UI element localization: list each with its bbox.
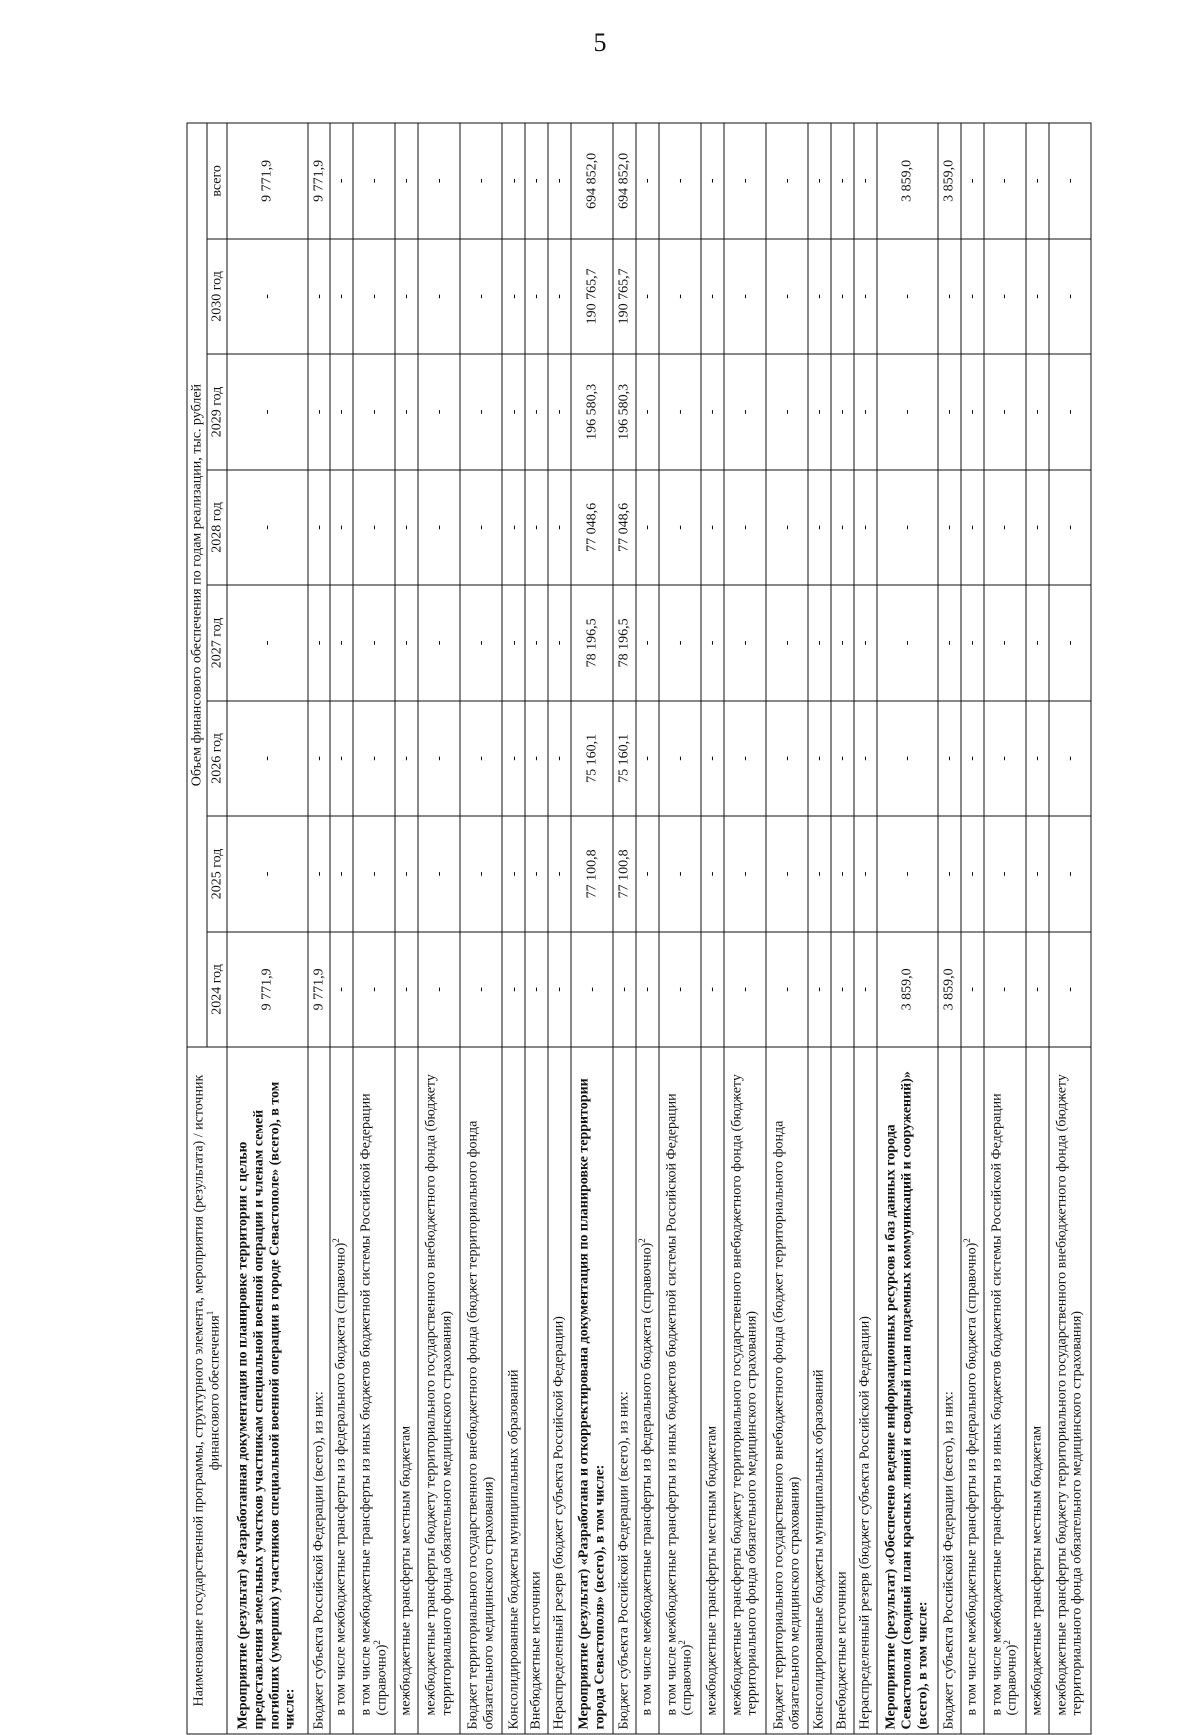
row-value: - bbox=[227, 585, 308, 701]
row-value: - bbox=[353, 932, 395, 1048]
row-value: - bbox=[227, 239, 308, 355]
row-value: - bbox=[502, 239, 525, 355]
row-value: - bbox=[330, 470, 353, 586]
row-value: 77 048,6 bbox=[571, 470, 613, 586]
header-year: 2026 год bbox=[207, 701, 227, 817]
row-value: - bbox=[418, 239, 460, 355]
row-value: - bbox=[636, 816, 659, 932]
row-value: - bbox=[460, 932, 502, 1048]
row-value: - bbox=[548, 123, 571, 239]
row-value: 75 160,1 bbox=[613, 701, 636, 817]
row-value: - bbox=[418, 932, 460, 1048]
table-row bbox=[724, 123, 766, 1734]
row-value: - bbox=[724, 932, 766, 1048]
row-value: 78 196,5 bbox=[613, 585, 636, 701]
row-value: - bbox=[330, 123, 353, 239]
row-label: Мероприятие (результат) «Разработана и откорректирована документация по планировке территории города Севастополя» (всего), в том числе: bbox=[571, 1047, 613, 1734]
row-value: - bbox=[502, 585, 525, 701]
row-value: - bbox=[854, 470, 877, 586]
row-value: - bbox=[659, 816, 701, 932]
row-value: - bbox=[877, 470, 938, 586]
row-value: - bbox=[701, 239, 724, 355]
table-row bbox=[571, 123, 613, 1734]
row-value: - bbox=[831, 123, 854, 239]
row-value: - bbox=[659, 701, 701, 817]
row-value: - bbox=[548, 816, 571, 932]
row-value: - bbox=[330, 932, 353, 1048]
row-value: - bbox=[395, 470, 418, 586]
row-label: Внебюджетные источники bbox=[831, 1047, 854, 1734]
row-value: - bbox=[808, 932, 831, 1048]
table-row bbox=[418, 123, 460, 1734]
row-label: межбюджетные трансферты местным бюджетам bbox=[701, 1047, 724, 1734]
row-value: - bbox=[502, 354, 525, 470]
row-value: - bbox=[525, 354, 548, 470]
row-value: 190 765,7 bbox=[613, 239, 636, 355]
table-row bbox=[1049, 123, 1091, 1734]
row-value: - bbox=[548, 354, 571, 470]
row-value: - bbox=[525, 816, 548, 932]
row-value: - bbox=[525, 932, 548, 1048]
row-value: - bbox=[1026, 816, 1049, 932]
table-row bbox=[938, 123, 961, 1734]
row-label: Внебюджетные источники bbox=[525, 1047, 548, 1734]
row-value: - bbox=[571, 932, 613, 1048]
row-label: Бюджет субъекта Российской Федерации (всего), из них: bbox=[613, 1047, 636, 1734]
header-year: всего bbox=[207, 123, 227, 239]
row-value: - bbox=[502, 932, 525, 1048]
row-value: - bbox=[330, 354, 353, 470]
row-value: - bbox=[659, 585, 701, 701]
row-value: 3 859,0 bbox=[877, 123, 938, 239]
row-value: - bbox=[766, 932, 808, 1048]
table-row bbox=[984, 123, 1026, 1734]
row-value: - bbox=[831, 585, 854, 701]
row-value: - bbox=[724, 585, 766, 701]
row-value: - bbox=[502, 701, 525, 817]
row-value: - bbox=[938, 816, 961, 932]
row-value: 78 196,5 bbox=[571, 585, 613, 701]
row-value: - bbox=[877, 585, 938, 701]
row-label: Бюджет территориального государственного внебюджетного фонда (бюджет территориального фонда обязательного медицинского страхования) bbox=[766, 1047, 808, 1734]
row-value: - bbox=[984, 123, 1026, 239]
row-value: 77 048,6 bbox=[613, 470, 636, 586]
row-value: - bbox=[1026, 932, 1049, 1048]
row-label: Консолидированные бюджеты муниципальных образований bbox=[808, 1047, 831, 1734]
row-value: - bbox=[984, 585, 1026, 701]
row-value: - bbox=[525, 470, 548, 586]
row-value: - bbox=[766, 816, 808, 932]
row-label: межбюджетные трансферты местным бюджетам bbox=[1026, 1047, 1049, 1734]
row-label: межбюджетные трансферты бюджету территориального государственного внебюджетного фонда (бюджету территориального фонда обязательного медицинского страхования) bbox=[1049, 1047, 1091, 1734]
row-value: - bbox=[330, 585, 353, 701]
row-value: - bbox=[525, 239, 548, 355]
row-value: - bbox=[636, 123, 659, 239]
row-value: - bbox=[353, 816, 395, 932]
row-value: - bbox=[659, 239, 701, 355]
table-row bbox=[502, 123, 525, 1734]
row-value: - bbox=[766, 470, 808, 586]
row-value: - bbox=[808, 585, 831, 701]
row-value: - bbox=[308, 585, 331, 701]
row-value: - bbox=[854, 585, 877, 701]
row-value: - bbox=[1049, 701, 1091, 817]
row-value: - bbox=[831, 701, 854, 817]
row-value: - bbox=[418, 701, 460, 817]
row-value: 9 771,9 bbox=[227, 932, 308, 1048]
table-row bbox=[353, 123, 395, 1734]
table-row bbox=[308, 123, 331, 1734]
row-value: - bbox=[395, 123, 418, 239]
row-value: - bbox=[1026, 585, 1049, 701]
row-value: - bbox=[808, 701, 831, 817]
row-value: - bbox=[418, 354, 460, 470]
row-label: Бюджет субъекта Российской Федерации (всего), из них: bbox=[308, 1047, 331, 1734]
row-value: - bbox=[831, 354, 854, 470]
row-value: - bbox=[418, 470, 460, 586]
row-value: - bbox=[308, 701, 331, 817]
row-value: - bbox=[548, 701, 571, 817]
table-row bbox=[525, 123, 548, 1734]
row-value: - bbox=[724, 816, 766, 932]
table-row bbox=[636, 123, 659, 1734]
row-value: - bbox=[1049, 932, 1091, 1048]
row-value: - bbox=[613, 932, 636, 1048]
row-value: - bbox=[460, 239, 502, 355]
row-value: - bbox=[353, 354, 395, 470]
row-value: - bbox=[227, 354, 308, 470]
row-value: - bbox=[659, 932, 701, 1048]
row-value: - bbox=[854, 701, 877, 817]
row-value: - bbox=[1049, 585, 1091, 701]
row-value: - bbox=[938, 470, 961, 586]
row-value: - bbox=[877, 239, 938, 355]
row-value: - bbox=[877, 701, 938, 817]
table-row bbox=[877, 123, 938, 1734]
row-value: - bbox=[353, 585, 395, 701]
row-value: - bbox=[808, 816, 831, 932]
row-value: 3 859,0 bbox=[938, 932, 961, 1048]
row-value: - bbox=[854, 354, 877, 470]
row-value: - bbox=[636, 932, 659, 1048]
table-row bbox=[395, 123, 418, 1734]
table-row bbox=[766, 123, 808, 1734]
row-value: - bbox=[961, 354, 984, 470]
header-name-column: Наименование государственной программы, структурного элемента, мероприятия (результата) / источник финансового обеспечения$^1$ bbox=[187, 1047, 227, 1734]
row-value: - bbox=[984, 470, 1026, 586]
table-row bbox=[961, 123, 984, 1734]
row-label: межбюджетные трансферты местным бюджетам bbox=[395, 1047, 418, 1734]
header-year: 2024 год bbox=[207, 932, 227, 1048]
header-year: 2029 год bbox=[207, 354, 227, 470]
row-value: - bbox=[1026, 123, 1049, 239]
table-row bbox=[854, 123, 877, 1734]
row-value: - bbox=[525, 585, 548, 701]
row-value: - bbox=[854, 816, 877, 932]
row-value: - bbox=[961, 470, 984, 586]
row-label: Нераспределенный резерв (бюджет субъекта Российской Федерации) bbox=[854, 1047, 877, 1734]
row-value: - bbox=[1026, 354, 1049, 470]
row-value: - bbox=[227, 470, 308, 586]
row-value: - bbox=[938, 354, 961, 470]
row-value: - bbox=[877, 354, 938, 470]
row-value: - bbox=[460, 585, 502, 701]
row-value: - bbox=[330, 816, 353, 932]
row-value: 3 859,0 bbox=[877, 932, 938, 1048]
row-value: 75 160,1 bbox=[571, 701, 613, 817]
row-value: - bbox=[1049, 239, 1091, 355]
rotated-table-container bbox=[187, 123, 1092, 1735]
row-value: 9 771,9 bbox=[308, 932, 331, 1048]
row-value: - bbox=[659, 354, 701, 470]
row-label: в том числе межбюджетные трансферты из иных бюджетов бюджетной системы Российской Федерации (справочно)$^2$ bbox=[659, 1047, 701, 1734]
row-value: - bbox=[984, 701, 1026, 817]
row-value: - bbox=[808, 123, 831, 239]
table-header bbox=[187, 123, 227, 1734]
row-value: - bbox=[636, 354, 659, 470]
table-row bbox=[613, 123, 636, 1734]
row-label: Мероприятие (результат) «Разработанная документация по планировке территории с целью предоставления земельных участков участникам специальной военной операции и членам семей погибших (умерших) участников специальной военной операции в городе Севастополе» (всего), в том числе: bbox=[227, 1047, 308, 1734]
row-value: - bbox=[395, 701, 418, 817]
row-value: - bbox=[831, 816, 854, 932]
row-value: - bbox=[877, 816, 938, 932]
row-value: - bbox=[330, 239, 353, 355]
row-value: 77 100,8 bbox=[613, 816, 636, 932]
table-row bbox=[330, 123, 353, 1734]
row-value: - bbox=[724, 470, 766, 586]
table-row bbox=[227, 123, 308, 1734]
row-value: - bbox=[701, 123, 724, 239]
row-value: - bbox=[636, 701, 659, 817]
row-label: Бюджет территориального государственного внебюджетного фонда (бюджет территориального фонда обязательного медицинского страхования) bbox=[460, 1047, 502, 1734]
row-value: - bbox=[724, 354, 766, 470]
row-value: - bbox=[1049, 123, 1091, 239]
row-value: - bbox=[766, 239, 808, 355]
row-value: 196 580,3 bbox=[613, 354, 636, 470]
row-value: - bbox=[395, 239, 418, 355]
row-value: - bbox=[808, 239, 831, 355]
row-value: - bbox=[724, 123, 766, 239]
row-value: - bbox=[395, 816, 418, 932]
table-body bbox=[227, 123, 1091, 1734]
row-value: - bbox=[984, 354, 1026, 470]
table-row bbox=[808, 123, 831, 1734]
row-value: - bbox=[808, 470, 831, 586]
row-value: - bbox=[460, 123, 502, 239]
row-value: - bbox=[548, 239, 571, 355]
row-value: - bbox=[548, 470, 571, 586]
row-label: в том числе межбюджетные трансферты из федерального бюджета (справочно)$^2$ bbox=[636, 1047, 659, 1734]
row-value: - bbox=[961, 701, 984, 817]
row-value: - bbox=[636, 585, 659, 701]
row-value: - bbox=[961, 585, 984, 701]
row-value: - bbox=[961, 816, 984, 932]
row-value: - bbox=[1026, 470, 1049, 586]
row-value: - bbox=[395, 932, 418, 1048]
row-value: - bbox=[308, 239, 331, 355]
row-value: - bbox=[502, 816, 525, 932]
row-value: - bbox=[460, 354, 502, 470]
row-label: Нераспределенный резерв (бюджет субъекта Российской Федерации) bbox=[548, 1047, 571, 1734]
table-row bbox=[1026, 123, 1049, 1734]
row-value: 9 771,9 bbox=[308, 123, 331, 239]
row-value: - bbox=[636, 239, 659, 355]
header-year: 2028 год bbox=[207, 470, 227, 586]
row-value: - bbox=[308, 470, 331, 586]
row-value: - bbox=[460, 816, 502, 932]
row-value: - bbox=[548, 932, 571, 1048]
row-label: Мероприятие (результат) «Обеспечено ведение информационных ресурсов и баз данных города Севастополя (сводный план красных линий и сводный план подземных коммуникаций и сооружений)» (всего), в том числе: bbox=[877, 1047, 938, 1734]
row-value: - bbox=[766, 354, 808, 470]
row-value: 3 859,0 bbox=[938, 123, 961, 239]
row-label: в том числе межбюджетные трансферты из иных бюджетов бюджетной системы Российской Федерации (справочно)$^2$ bbox=[984, 1047, 1026, 1734]
header-year: 2030 год bbox=[207, 239, 227, 355]
table-row bbox=[701, 123, 724, 1734]
table-row bbox=[460, 123, 502, 1734]
row-value: - bbox=[525, 701, 548, 817]
row-value: - bbox=[984, 239, 1026, 355]
row-value: - bbox=[330, 701, 353, 817]
row-value: 77 100,8 bbox=[571, 816, 613, 932]
row-value: 196 580,3 bbox=[571, 354, 613, 470]
row-value: - bbox=[227, 816, 308, 932]
row-value: - bbox=[701, 585, 724, 701]
row-value: - bbox=[1026, 239, 1049, 355]
row-label: в том числе межбюджетные трансферты из федерального бюджета (справочно)$^2$ bbox=[330, 1047, 353, 1734]
row-value: - bbox=[766, 123, 808, 239]
row-value: - bbox=[502, 123, 525, 239]
row-value: - bbox=[854, 932, 877, 1048]
row-value: - bbox=[1026, 701, 1049, 817]
row-value: - bbox=[353, 239, 395, 355]
row-value: - bbox=[724, 701, 766, 817]
row-value: - bbox=[502, 470, 525, 586]
row-value: - bbox=[353, 701, 395, 817]
row-value: - bbox=[701, 470, 724, 586]
table-row bbox=[659, 123, 701, 1734]
row-label: в том числе межбюджетные трансферты из иных бюджетов бюджетной системы Российской Федерации (справочно)$^2$ bbox=[353, 1047, 395, 1734]
row-label: межбюджетные трансферты бюджету территориального государственного внебюджетного фонда (бюджету территориального фонда обязательного медицинского страхования) bbox=[724, 1047, 766, 1734]
row-value: - bbox=[460, 701, 502, 817]
row-value: - bbox=[808, 354, 831, 470]
row-value: - bbox=[460, 470, 502, 586]
row-value: - bbox=[854, 239, 877, 355]
row-value: - bbox=[724, 239, 766, 355]
row-value: - bbox=[227, 701, 308, 817]
page-number: 5 bbox=[593, 28, 607, 57]
row-value: - bbox=[961, 932, 984, 1048]
row-value: - bbox=[766, 585, 808, 701]
row-value: - bbox=[831, 239, 854, 355]
row-value: - bbox=[1049, 470, 1091, 586]
row-value: - bbox=[701, 932, 724, 1048]
row-value: - bbox=[659, 470, 701, 586]
row-value: - bbox=[548, 585, 571, 701]
row-value: - bbox=[395, 585, 418, 701]
row-value: - bbox=[636, 470, 659, 586]
row-value: 694 852,0 bbox=[571, 123, 613, 239]
row-value: - bbox=[938, 585, 961, 701]
row-value: - bbox=[659, 123, 701, 239]
row-label: Бюджет субъекта Российской Федерации (всего), из них: bbox=[938, 1047, 961, 1734]
header-year: 2027 год bbox=[207, 585, 227, 701]
row-value: - bbox=[308, 354, 331, 470]
header-volume-title: Объем финансового обеспечения по годам реализации, тыс. рублей bbox=[187, 123, 207, 1047]
row-value: - bbox=[984, 816, 1026, 932]
row-value: - bbox=[961, 239, 984, 355]
row-value: - bbox=[961, 123, 984, 239]
row-value: - bbox=[1049, 816, 1091, 932]
row-value: - bbox=[938, 701, 961, 817]
row-value: - bbox=[984, 932, 1026, 1048]
row-value: - bbox=[1049, 354, 1091, 470]
row-value: - bbox=[418, 816, 460, 932]
row-value: - bbox=[353, 470, 395, 586]
row-value: - bbox=[308, 816, 331, 932]
row-value: - bbox=[418, 123, 460, 239]
financing-table bbox=[187, 123, 1092, 1735]
row-value: - bbox=[831, 470, 854, 586]
row-label: Консолидированные бюджеты муниципальных образований bbox=[502, 1047, 525, 1734]
row-value: 9 771,9 bbox=[227, 123, 308, 239]
row-value: - bbox=[701, 354, 724, 470]
row-value: - bbox=[766, 701, 808, 817]
row-value: - bbox=[854, 123, 877, 239]
row-label: в том числе межбюджетные трансферты из федерального бюджета (справочно)$^2$ bbox=[961, 1047, 984, 1734]
row-value: - bbox=[701, 816, 724, 932]
row-value: - bbox=[525, 123, 548, 239]
row-value: 694 852,0 bbox=[613, 123, 636, 239]
table-row bbox=[548, 123, 571, 1734]
row-label: межбюджетные трансферты бюджету территориального государственного внебюджетного фонда (бюджету территориального фонда обязательного медицинского страхования) bbox=[418, 1047, 460, 1734]
row-value: - bbox=[831, 932, 854, 1048]
row-value: - bbox=[353, 123, 395, 239]
row-value: - bbox=[418, 585, 460, 701]
row-value: - bbox=[395, 354, 418, 470]
table-row bbox=[831, 123, 854, 1734]
row-value: - bbox=[938, 239, 961, 355]
header-year: 2025 год bbox=[207, 816, 227, 932]
row-value: - bbox=[701, 701, 724, 817]
row-value: 190 765,7 bbox=[571, 239, 613, 355]
